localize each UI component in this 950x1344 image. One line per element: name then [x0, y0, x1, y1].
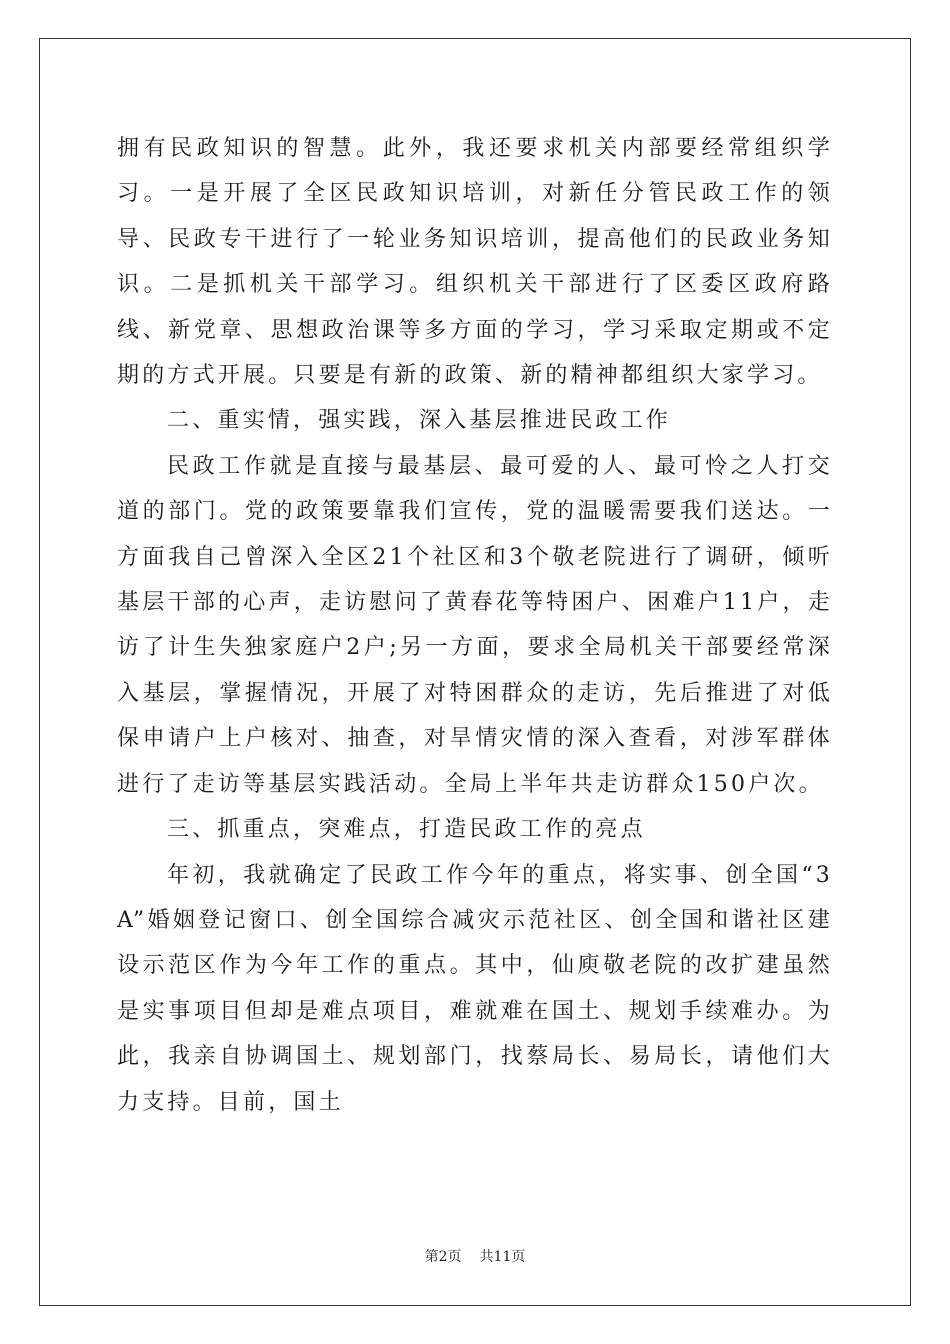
document-body — [117, 126, 833, 1125]
page-footer — [0, 1248, 950, 1266]
section-heading-2: 二、重实情，强实践，深入基层推进民政工作 — [167, 408, 672, 434]
paragraph-1: 拥有民政知识的智慧。此外，我还要求机关内部要经常组织学习。一是开展了全区民政知识培训，对新任分管民政工作的领导、民政专干进行了一轮业务知识培训，提高他们的民政业务知识。二是抓机关干部学习。组织机关干部进行了区委区政府路线、新党章、思想政治课等多方面的学习，学习采取定期或不定期的方式开展。只要是有新的政策、新的精神都组织大家学习。 — [117, 136, 833, 389]
section-heading-3: 三、抓重点，突难点，打造民政工作的亮点 — [167, 817, 646, 843]
paragraph-2: 民政工作就是直接与最基层、最可爱的人、最可怜之人打交道的部门。党的政策要靠我们宣传，党的温暖需要我们送达。一方面我自己曾深入全区21个社区和3个敬老院进行了调研，倾听基层干部的心声，走访慰问了黄春花等特困户、困难户11户，走访了计生失独家庭户2户;另一方面，要求全局机关干部要经常深入基层，掌握情况，开展了对特困群众的走访，先后推进了对低保申请户上户核对、抽查，对旱情灾情的深入查看，对涉军群体进行了走访等基层实践活动。全局上半年共走访群众150户次。 — [117, 453, 833, 797]
page-number: 第2页 — [424, 1249, 462, 1265]
page-total: 共11页 — [479, 1249, 526, 1265]
paragraph-3: 年初，我就确定了民政工作今年的重点，将实事、创全国“3A”婚姻登记窗口、创全国综合减灾示范社区、创全国和谐社区建设示范区作为今年工作的重点。其中，仙庾敬老院的改扩建虽然是实事项目但却是难点项目，难就难在国土、规划手续难办。为此，我亲自协调国土、规划部门，找蔡局长、易局长，请他们大力支持。目前，国土 — [117, 862, 833, 1115]
